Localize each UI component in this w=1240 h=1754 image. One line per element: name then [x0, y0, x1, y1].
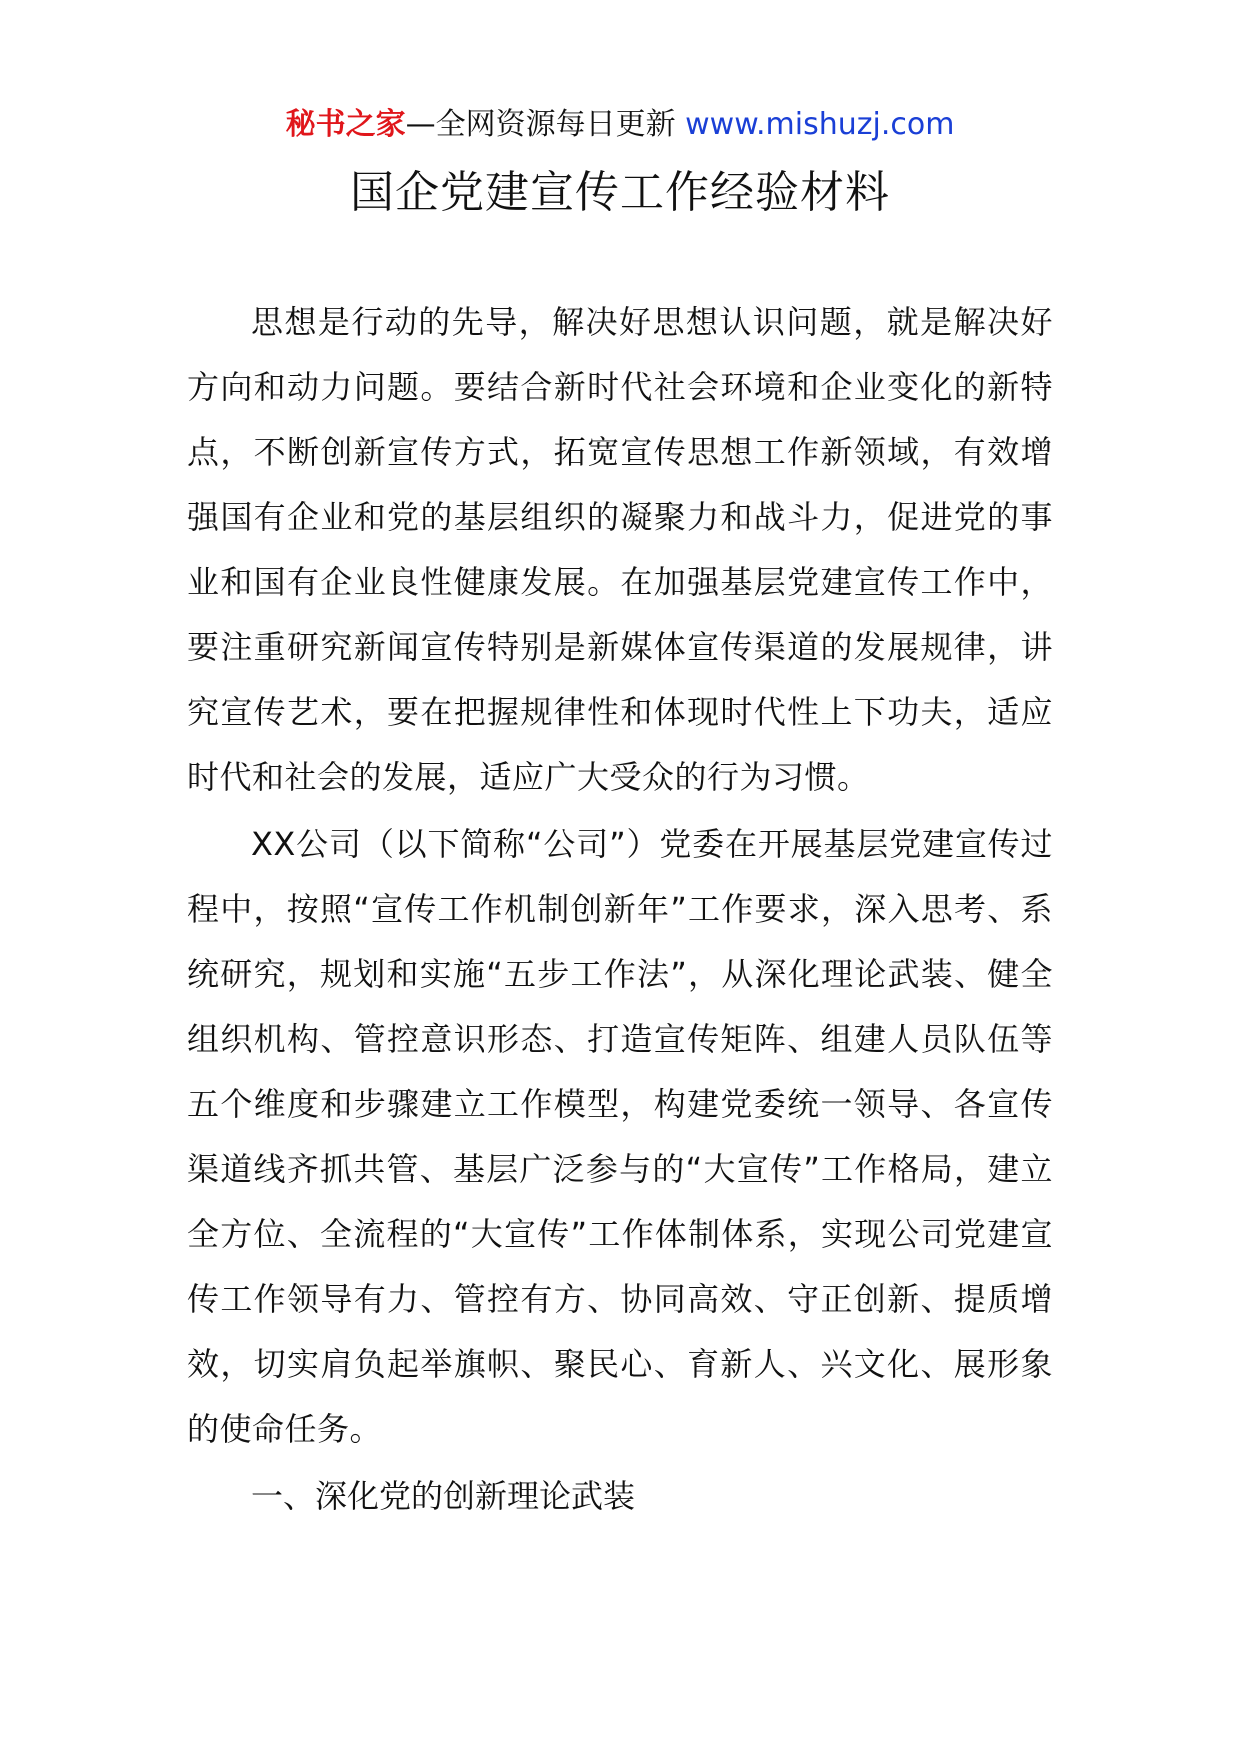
- site-url[interactable]: www.mishuzj.com: [685, 107, 955, 142]
- document-title: 国企党建宣传工作经验材料: [350, 167, 890, 218]
- header-banner: [0, 103, 1240, 147]
- paragraph-2: XX公司（以下简称“公司”）党委在开展基层党建宣传过程中，按照“宣传工作机制创新年”工作要求，深入思考、系统研究，规划和实施“五步工作法”，从深化理论武装、健全组织机构、管控意识形态、打造宣传矩阵、组建人员队伍等五个维度和步骤建立工作模型，构建党委统一领导、各宣传渠道线齐抓共管、基层广泛参与的“大宣传”工作格局，建立全方位、全流程的“大宣传”工作体制体系，实现公司党建宣传工作领导有力、管控有方、协同高效、守正创新、提质增效，切实肩负起举旗帜、聚民心、育新人、兴文化、展形象的使命任务。: [187, 825, 1053, 1448]
- paragraph-1: 思想是行动的先导，解决好思想认识问题，就是解决好方向和动力问题。要结合新时代社会环境和企业变化的新特点，不断创新宣传方式，拓宽宣传思想工作新领域，有效增强国有企业和党的基层组织的凝聚力和战斗力，促进党的事业和国有企业良性健康发展。在加强基层党建宣传工作中，要注重研究新闻宣传特别是新媒体宣传渠道的发展规律，讲究宣传艺术，要在把握规律性和体现时代性上下功夫，适应时代和社会的发展，适应广大受众的行为习惯。: [187, 303, 1053, 796]
- document-body: [187, 290, 1053, 1529]
- brand-name: 秘书之家: [285, 107, 406, 142]
- header-tagline: —全网资源每日更新: [405, 107, 686, 142]
- section-heading: 一、深化党的创新理论武装: [251, 1477, 636, 1515]
